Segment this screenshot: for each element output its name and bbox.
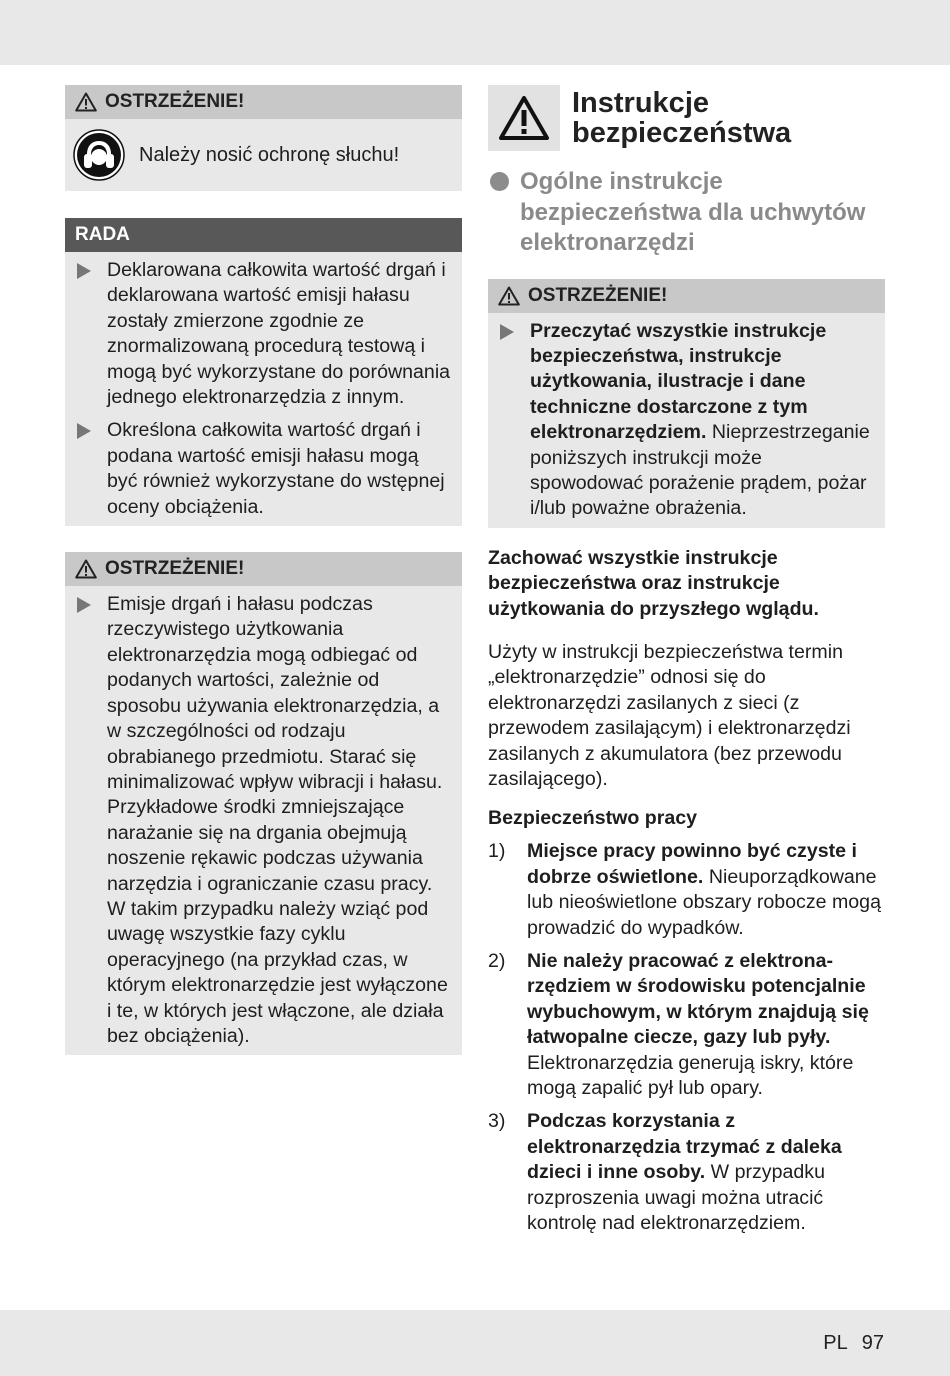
list-number: 2) [488,950,506,973]
warning-header [488,279,885,313]
term-definition-note: Użyty w instrukcji bezpieczeństwa termin „elektronarzędzie” odnosi się do elektronarzędzi zasilanych z sieci (z przewodem zasilającym) i elektronarzędzi zasilanych z akumulatora (bez przewodu zasilającego). [488,640,851,790]
right-column [488,85,885,1245]
warning-title: OSTRZEŻENIE! [528,284,668,306]
list-item-text: Elektronarzędzia generują iskry, które mogą zapalić pył lub opary. [527,1051,854,1100]
warning-title: OSTRZEŻENIE! [105,558,245,580]
section-heading: Bezpieczeństwo pracy [488,807,698,830]
warning-triangle-icon [75,92,97,112]
warning-body [65,119,462,191]
list-item-text: Nieuporządkowane lub nieoświetlone obszary robocze mogą prowadzić do wypadków. [527,865,881,939]
list-item-text: Określona całkowita wartość drgań i podana wartość emisji hałasu mogą być również wykorzystane do wstępnej oceny obciążenia. [107,419,445,518]
tip-header [65,218,462,252]
warning-box-read [488,279,885,528]
tip-box [65,218,462,526]
bullet-arrow-icon [500,324,514,340]
bullet-arrow-icon [77,423,91,439]
list-item [75,258,452,410]
hearing-protection-icon [73,129,125,181]
list-item-text: Nieprzestrzeganie poniższych instrukcji może spowodować porażenie prądem, pożar i/lub poważne obrażenia. [530,421,870,520]
list-item-text: W przypadku rozproszenia uwagi można utracić kontrolę nad elektronarzędziem. [527,1161,825,1235]
page-footer [823,1332,884,1355]
bottom-band [0,1310,950,1376]
bullet-arrow-icon [77,263,91,279]
list-item [488,949,885,1101]
warning-text: Należy nosić ochronę słuchu! [139,143,400,166]
list-item [498,319,875,522]
bullet-circle-icon [490,172,509,191]
warning-triangle-icon [488,85,560,151]
warning-triangle-icon [75,559,97,579]
tip-title: RADA [75,224,130,245]
page-title: Instrukcje bezpieczeństwa [572,87,792,149]
list-item-bold-text: Przeczytać wszystkie instrukcje bezpieczeństwa, instrukcje użytkowania, ilustracje i dane techniczne dostarczone z tym elektronarzędziem. [530,319,827,444]
list-item-text: Emisje drgań i hałasu podczas rzeczywistego użytkowania elektronarzędzia mogą odbiegać od podanych wartości, zależnie od sposobu używania elektronarzędzia, a w szczególności od rodzaju obrabianego przedmiotu. Starać się minimalizować wpływ wibracji i hałasu. Przykładowe środki zmniejszające narażanie się na drgania obejmują noszenie rękawic podczas używania narzędzia i ograniczanie czasu pracy. W takim przypadku należy wziąć pod uwagę wszystkie fazy cyklu operacyjnego (na przykład czas, w którym elektronarzędzie jest wyłączone i te, w których jest włączone, ale działa bez obciążenia). [107,593,448,1047]
warning-header [65,85,462,119]
list-item [488,839,885,941]
bullet-arrow-icon [77,597,91,613]
subtitle: Ogólne instrukcje bezpieczeństwa dla uchwytów elektronarzędzi [520,168,866,256]
list-number: 3) [488,1110,506,1133]
warning-box-emissions [65,552,462,1055]
page-number: 97 [861,1332,884,1354]
list-item [75,592,452,1049]
list-number: 1) [488,840,506,863]
keep-instructions-note: Zachować wszystkie instrukcje bezpieczeństwa oraz instrukcje użytkowania do przyszłego wglądu. [488,546,819,620]
warning-body [65,586,462,1055]
numbered-list [488,839,885,1236]
language-code: PL [823,1332,848,1354]
section-title-row [488,85,885,151]
warning-box-hearing [65,85,462,191]
warning-title: OSTRZEŻENIE! [105,91,245,112]
warning-body [488,313,885,528]
warning-header [65,552,462,586]
list-item [75,418,452,520]
warning-triangle-icon [498,286,520,306]
left-column [65,85,462,1055]
tip-body [65,252,462,526]
list-item-text: Deklarowana całkowita wartość drgań i deklarowana wartość emisji hałasu zostały zmierzone zgodnie ze znormalizowaną procedurą testową i mogą być wykorzystane do porównania jednego elektronarzędzia z innym. [107,259,451,409]
list-item-bold-text: Nie należy pracować z elektronarzędziem w środowisku potencjalnie wybuchowym, w którym znajdują się łatwopalne ciecze, gazy lub pyły. [527,950,869,1049]
list-item-bold-text: Podczas korzystania z elektronarzędzia trzymać z daleka dzieci i inne osoby. [527,1110,842,1184]
subtitle-row [488,167,885,259]
top-band [0,0,950,65]
list-item-bold-text: Miejsce pracy powinno być czyste i dobrze oświetlone. [527,840,857,888]
list-item [488,1109,885,1236]
